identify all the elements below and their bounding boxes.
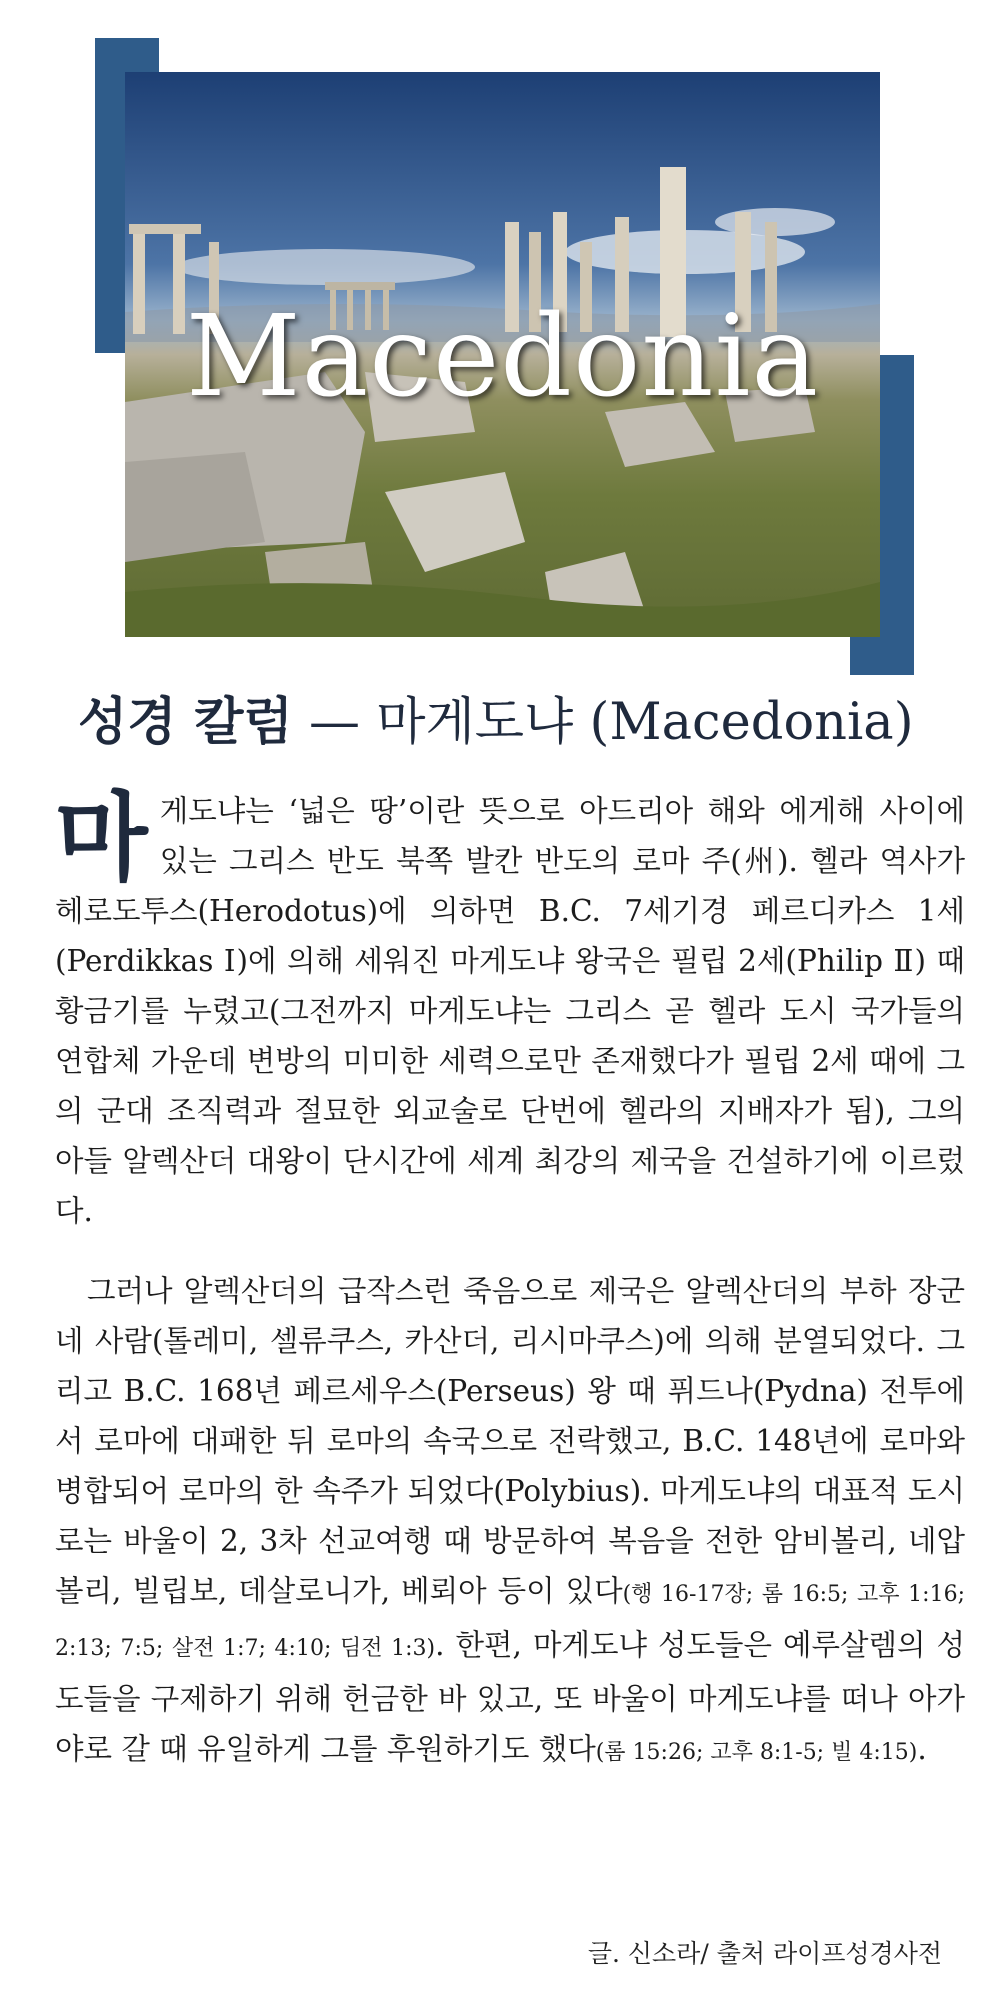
paragraph-1 [55,781,965,1236]
paragraph-2-continued: . 한편, 마게도냐 성도들은 예루살렘의 성도들을 구제하기 위해 헌금한 바 있고, 또 바울이 마게도냐를 떠나 아가야로 갈 때 유일하게 그를 후원하기도 했다 [55,1628,965,1766]
scripture-reference-2: (롬 15:26; 고후 8:1-5; 빌 4:15) [595,1740,918,1765]
article-body [55,781,965,1778]
header-photo-ruins [125,72,880,637]
paragraph-2-end: . [917,1732,927,1766]
paragraph-2 [55,1266,965,1778]
column-title-label: 성경 칼럼 [78,692,293,752]
column-title-subject: — 마게도냐 (Macedonia) [292,693,914,752]
paragraph-2-text: 그러나 알렉산더의 급작스런 죽음으로 제국은 알렉산더의 부하 장군 네 사람(톨레미, 셀류쿠스, 카산더, 리시마쿠스)에 의해 분열되었다. 그리고 B.C. 168년 페르세우스(Perseus) 왕 때 퓌드나(Pydna) 전투에서 로마에 대패한 뒤 로마의 속국으로 전락했고, B.C. 148년에 로마와 병합되어 로마의 한 속주가 되었다(Polybius). 마게도냐의 대표적 도시로는 바울이 2, 3차 선교여행 때 방문하여 복음을 전한 암비볼리, 네압볼리, 빌립보, 데살로니가, 베뢰아 등이 있다 [55,1274,965,1608]
paragraph-1-text: 게도냐는 ‘넓은 땅’이란 뜻으로 아드리아 해와 에게해 사이에 있는 그리스 반도 북쪽 발칸 반도의 로마 주(州). 헬라 역사가 헤로도투스(Herodotus)에 의하면 B.C. 7세기경 페르디카스 1세(Perdikkas Ⅰ)에 의해 세워진 마게도냐 왕국은 필립 2세(Philip Ⅱ) 때 황금기를 누렸고(그전까지 마게도냐는 그리스 곧 헬라 도시 국가들의 연합체 가운데 변방의 미미한 세력으로만 존재했다가 필립 2세 때에 그의 군대 조직력과 절묘한 외교술로 단번에 헬라의 지배자가 됨), 그의 아들 알렉산더 대왕이 단시간에 세계 최강의 제국을 건설하기에 이르렀다. [55,794,965,1228]
column-title [78,690,958,755]
scripture-reference-1: (행 16-17장; 롬 16:5; 고후 1:16; 2:13; 7:5; 살전 1:7; 4:10; 딤전 1:3) [55,1582,965,1661]
photo-overlay-title: Macedonia [185,292,820,422]
author-credit: 글. 신소라/ 출처 라이프성경사전 [587,1939,942,1968]
drop-cap: 마 [55,781,148,894]
